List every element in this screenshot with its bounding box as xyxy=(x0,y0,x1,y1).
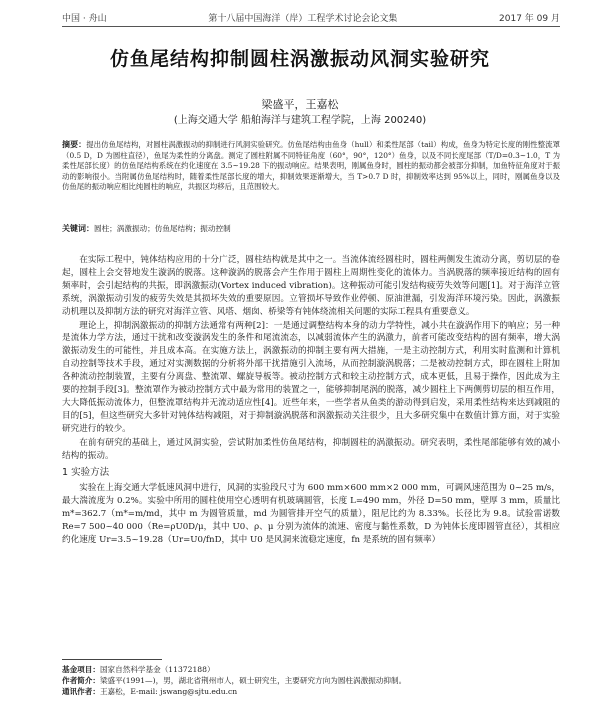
header-date: 2017 年 09 月 xyxy=(499,13,560,24)
abstract xyxy=(62,140,560,193)
footnote-fund-label: 基金项目： xyxy=(62,665,100,674)
footnote-author-label: 作者简介： xyxy=(62,676,100,685)
keywords-text: 圆柱；涡激振动；仿鱼尾结构；振动控制 xyxy=(94,224,231,233)
footnote-contact-label: 通讯作者： xyxy=(62,687,100,696)
footnote-author xyxy=(62,675,560,686)
running-header xyxy=(62,8,560,27)
header-location: 中国 · 舟山 xyxy=(62,13,107,24)
footnote-fund xyxy=(62,664,560,675)
body-paragraph-1: 在实际工程中，钝体结构应用的十分广泛，圆柱结构就是其中之一。当流体流经圆柱时，圆柱两侧发生流动分离，剪切层的卷起，圆柱上会交替地发生漩涡的脱落。这种漩涡的脱落会产生作用于圆柱上周期性变化的流体力。当涡脱落的频率接近结构的固有频率时，会引起结构的共振，即涡激振动(Vortex induced vibration)。这种振动可能引发结构疲劳失效等问题[1]。对于海洋立管系统，涡激振动引发的疲劳失效是其损坏失效的重要原因。立管损坏导致作业停顿、原油泄漏，引发海洋环境污染。因此，涡激振动机理以及抑制方法的研究对海洋立管、风塔、烟囱、桥梁等有钝体绕流相关问题的实际工程具有重要意义。 xyxy=(62,255,560,317)
abstract-text: 提出仿鱼尾结构，对圆柱涡激振动的抑制进行风洞实验研究。仿鱼尾结构由鱼身（hull）和柔性尾部（tail）构成，鱼身为特定长度的刚性整流罩（0.5 D，D 为圆柱直径），鱼尾为柔性的分离盘。测定了圆柱附属不同特征角度（60°，90°，120°）鱼身，以及不同长度尾部（T/D=0.3~1.0，T 为柔性尾部长度）的仿鱼尾结构系统在约化速度在 3.5~19.28 下的振动响应。结果表明，刚属鱼身时，圆柱的振动都会被部分抑制，加鱼特征角度对于振动的影响很小。当附属仿鱼尾结构时，随着柔性尾部长度的增大，抑制效果逐渐增大，当 T>0.7 D 时，抑制效率达到 95%以上，同时，刚属鱼身以及仿鱼尾的振动响应相比纯圆柱的响应，共振区均移后，且范围较大。 xyxy=(62,140,561,192)
section-heading-1: 1 实验方法 xyxy=(62,466,110,478)
paper-authors: 梁盛平，王嘉松 xyxy=(261,98,339,111)
body-paragraph-4: 实验在上海交通大学低速风洞中进行，风洞的实验段尺寸为 600 mm×600 mm×2 000 mm，可调风速范围为 0~25 m/s，最大湍流度为 0.2%。实验中所用的圆柱使用空心透明有机玻璃圆管，长度 L=490 mm，外径 D=50 mm，壁厚 3 mm，质量比 m*=362.7（m*=m/md，其中 m 为圆管质量，md 为圆管排开空气的质量），阻尼比约为 8.33%。长径比为 9.8。试验雷诺数 Re=7 500~40 000（Re=ρU0D/μ，其中 U0、ρ、μ 分别为流体的流速、密度与黏性系数，D 为钝体长度即圆管直径），其相应约化速度 Ur=3.5~19.28（Ur=U0/fnD，其中 U0 是风洞来流稳定速度，fn 是系统的固有频率） xyxy=(62,483,560,546)
body-paragraph-2: 理论上，抑制涡激振动的抑制方法通常有两种[2]：一是通过调整结构本身的动力学特性，减小共在漩涡作用下的响应；另一种是流体力学方法，通过干扰和改变漩涡发生的条件和尾流流态，以减弱流体产生的涡激力，前者可能改变结构的固有频率，增大涡激振动发生的可能性，并且成本高。在实施方法上，涡激振动的抑制主要有两大措施，一是主动控制方式，利用实时监测和计算机自动控制等技术手段，通过对实测数据的分析将外部干扰措施引入流场，从而控制漩涡脱落；二是被动控制方式，即在圆柱上附加各种流动控制装置，主要有分离盘、整流罩、螺旋导板等。被动控制方式和较主动控制方式，成本更低，且易于操作，因此成为主要的控制手段[3]。整流罩作为被动控制方式中最为常用的装置之一，能够抑制尾涡的脱落，减少圆柱上下两侧剪切层的相互作用，大大降低振动流体力，但整流罩结构并无流动适应性[4]。近些年来，一些学者从鱼类的游动得到启发，采用柔性结构来达到减阻的目的[5]，但这些研究大多针对钝体结构减阻，对于抑制漩涡脱落和涡激振动关注很少，且大多研究集中在数值计算方面，对于实验研究进行的较少。 xyxy=(62,320,560,434)
header-proceedings: 第十八届中国海洋（岸）工程学术讨论会论文集 xyxy=(208,13,398,24)
footnote-author-text: 梁盛平(1991—)，男，湖北省荆州市人，硕士研究生，主要研究方向为圆柱涡激振动抑制。 xyxy=(99,676,407,685)
body-text xyxy=(62,254,560,548)
footnote-contact xyxy=(62,686,560,697)
paper-affiliation: (上海交通大学 船舶海洋与建筑工程学院，上海 200240) xyxy=(173,115,427,126)
footnote-divider xyxy=(62,659,162,660)
footnote-fund-text: 国家自然科学基金（11372188） xyxy=(99,665,215,674)
paper-title: 仿鱼尾结构抑制圆柱涡激振动风洞实验研究 xyxy=(109,48,490,70)
body-paragraph-3: 在前有研究的基础上，通过风洞实验，尝试附加柔性仿鱼尾结构，抑制圆柱的涡激振动。研究表明，柔性尾部能够有效的减小结构的振动。 xyxy=(62,437,560,461)
footnote-contact-text: 王嘉松，E-mail: jswang@sjtu.edu.cn xyxy=(99,687,238,696)
keywords-label: 关键词： xyxy=(62,224,94,233)
keywords xyxy=(62,224,560,234)
footnotes xyxy=(62,664,560,697)
abstract-label: 摘要： xyxy=(62,140,87,149)
